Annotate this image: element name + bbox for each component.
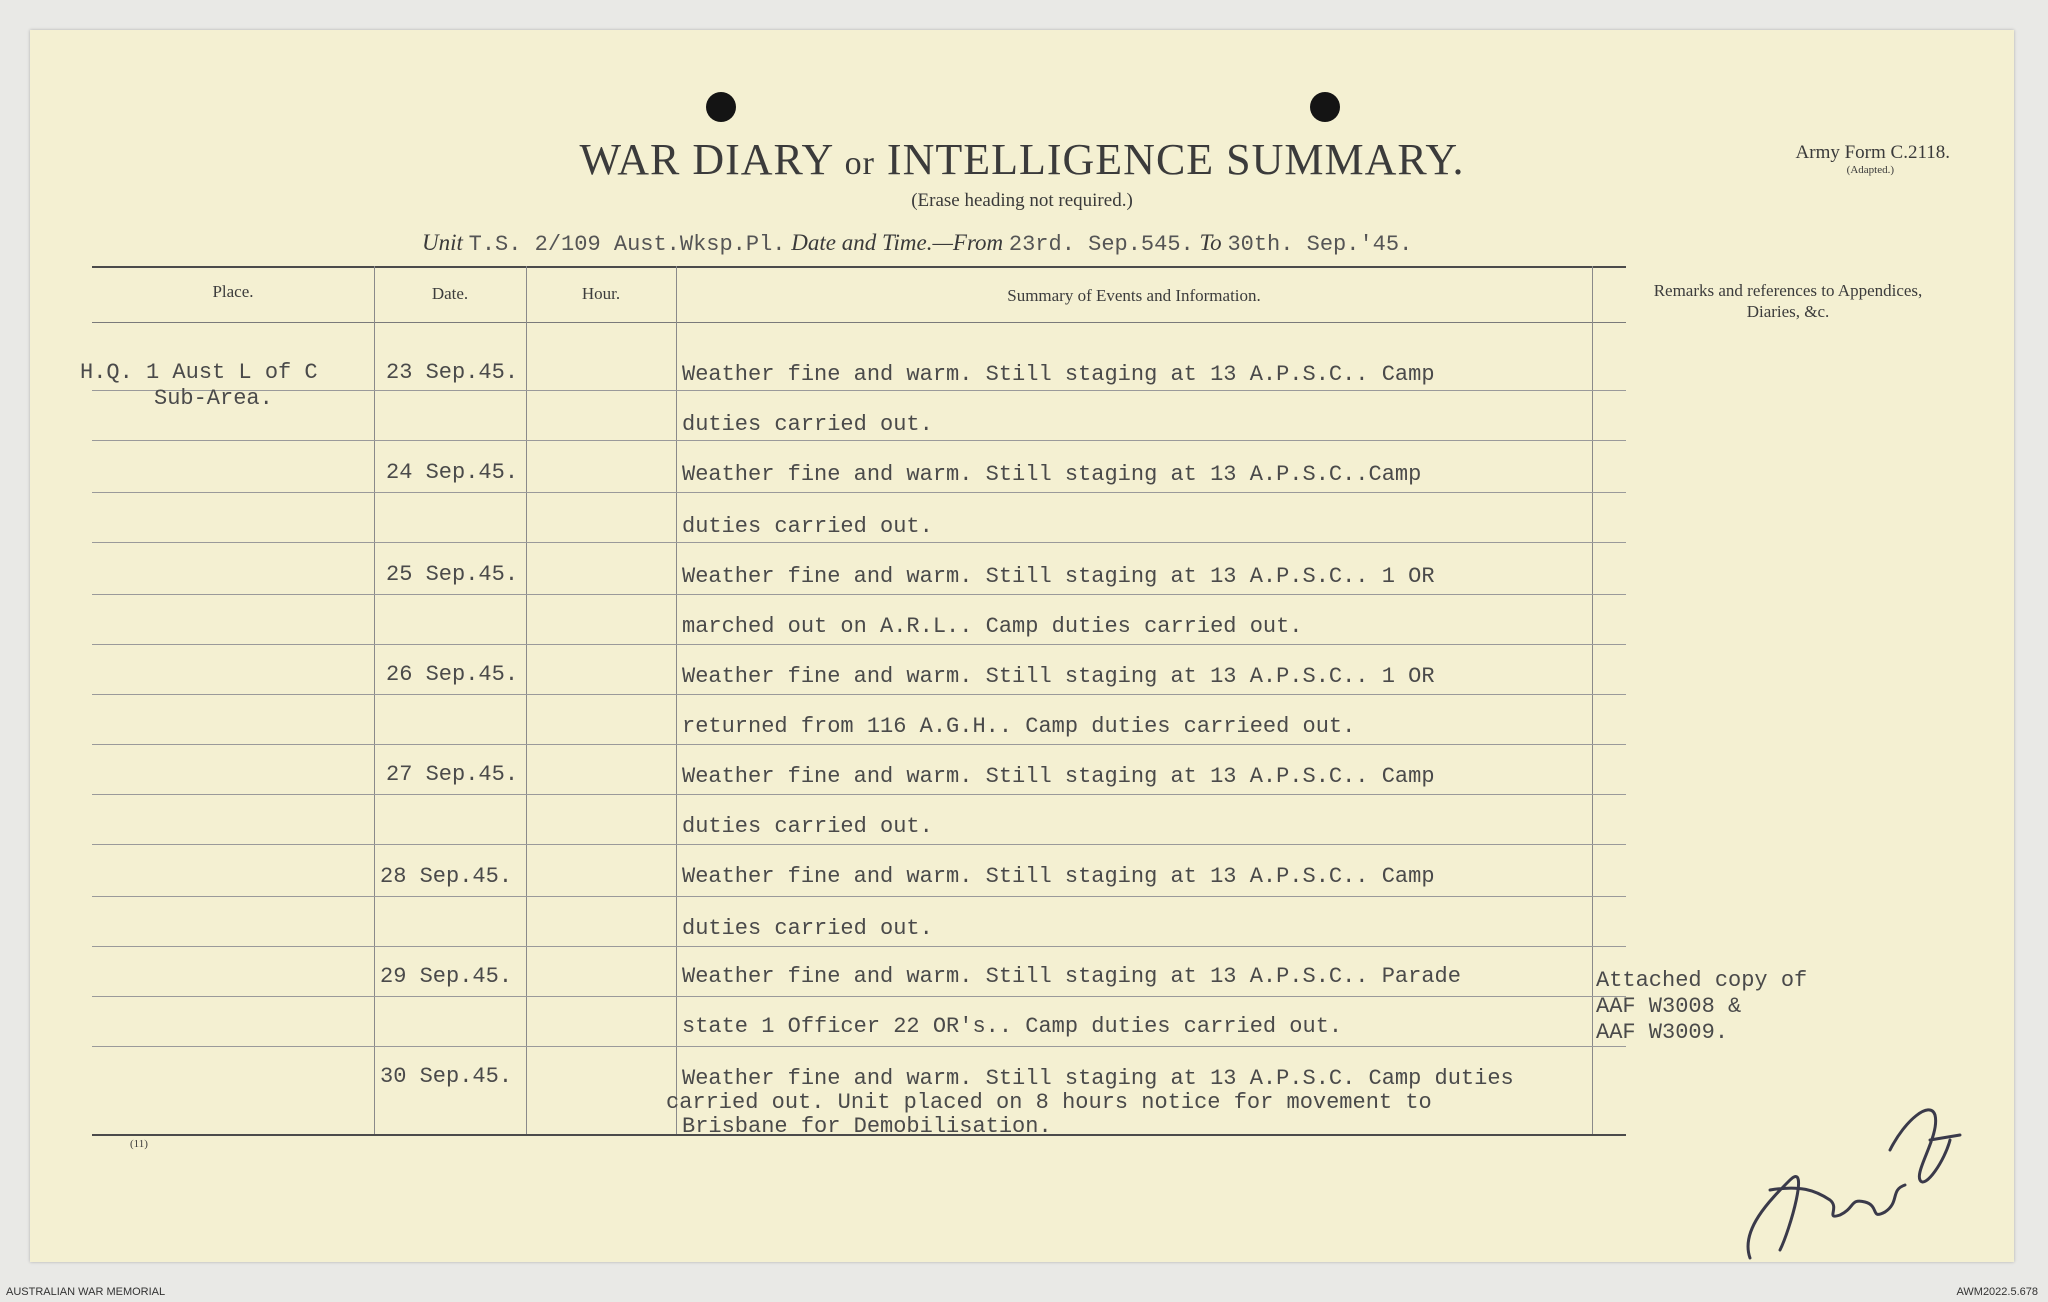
from-value: 23rd. Sep.545. — [1008, 232, 1194, 257]
entry-summary-line: Brisbane for Demobilisation. — [682, 1114, 1052, 1139]
row-separator — [92, 542, 1626, 543]
header-summary: Summary of Events and Information. — [1007, 286, 1261, 305]
remark-line: Attached copy of — [1596, 968, 1808, 993]
column-divider-hour — [676, 266, 677, 1134]
unit-line — [422, 230, 1412, 257]
entry-date: 30 Sep.45. — [380, 1064, 513, 1089]
war-diary-page — [30, 30, 2014, 1262]
entry-date: 23 Sep.45. — [386, 360, 519, 385]
entry-summary-line: Weather fine and warm. Still staging at 13 A.P.S.C.. 1 OR — [682, 664, 1435, 689]
title-or: or — [844, 145, 875, 182]
army-form-number: Army Form C.2118. — [1795, 142, 1950, 163]
entry-summary-line: marched out on A.R.L.. Camp duties carried out. — [682, 614, 1303, 639]
footer-accession-number: AWM2022.5.678 — [1956, 1286, 2038, 1298]
entry-date: 27 Sep.45. — [386, 762, 519, 787]
remark-line: AAF W3008 & — [1596, 994, 1742, 1019]
entry-summary-line: Weather fine and warm. Still staging at 13 A.P.S.C..Camp — [682, 462, 1422, 487]
unit-label: Unit — [422, 230, 463, 255]
column-divider-place — [374, 266, 375, 1134]
page-title — [30, 134, 2014, 185]
row-separator — [92, 390, 1626, 391]
date-time-label: Date and Time.—From — [791, 230, 1004, 255]
row-separator — [92, 1046, 1626, 1047]
row-separator — [92, 644, 1626, 645]
entry-summary-line: returned from 116 A.G.H.. Camp duties carrieed out. — [682, 714, 1356, 739]
footer-archive-label: AUSTRALIAN WAR MEMORIAL — [6, 1286, 166, 1298]
entry-summary-line: Weather fine and warm. Still staging at 13 A.P.S.C.. Parade — [682, 964, 1461, 989]
header-hour: Hour. — [581, 284, 621, 303]
row-separator — [92, 896, 1626, 897]
entry-summary-line: duties carried out. — [682, 514, 933, 539]
erase-note: (Erase heading not required.) — [911, 190, 1133, 211]
row-separator — [92, 844, 1626, 845]
table-header-rule — [92, 322, 1626, 323]
handwritten-signature — [1730, 1080, 1970, 1270]
entry-summary-line: Weather fine and warm. Still staging at 13 A.P.S.C.. Camp — [682, 764, 1435, 789]
table-top-rule — [92, 266, 1626, 268]
unit-value: T.S. 2/109 Aust.Wksp.Pl. — [468, 232, 786, 257]
adapted-note: (Adapted.) — [1846, 164, 1894, 176]
entry-summary-line: Weather fine and warm. Still staging at 13 A.P.S.C.. 1 OR — [682, 564, 1435, 589]
row-separator — [92, 492, 1626, 493]
row-separator — [92, 440, 1626, 441]
entry-date: 25 Sep.45. — [386, 562, 519, 587]
row-separator — [92, 946, 1626, 947]
entry-summary-line: duties carried out. — [682, 412, 933, 437]
entry-summary-line: state 1 Officer 22 OR's.. Camp duties carried out. — [682, 1014, 1343, 1039]
to-value: 30th. Sep.'45. — [1227, 232, 1413, 257]
place-line-1: H.Q. 1 Aust L of C — [80, 360, 318, 385]
row-separator — [92, 996, 1626, 997]
entry-summary-line: duties carried out. — [682, 916, 933, 941]
entry-summary-line: Weather fine and warm. Still staging at 13 A.P.S.C. Camp duties — [682, 1066, 1514, 1091]
column-divider-summary — [1592, 266, 1593, 1134]
header-remarks: Remarks and references to Appendices, Diaries, &c. — [1653, 281, 1923, 321]
header-place: Place. — [212, 282, 254, 301]
row-separator — [92, 694, 1626, 695]
entry-date: 24 Sep.45. — [386, 460, 519, 485]
form-number: (11) — [130, 1138, 148, 1150]
column-divider-date — [526, 266, 527, 1134]
entry-date: 26 Sep.45. — [386, 662, 519, 687]
title-part1: WAR DIARY — [579, 135, 833, 184]
title-part2: INTELLIGENCE SUMMARY. — [886, 135, 1465, 184]
entry-summary-line: Weather fine and warm. Still staging at 13 A.P.S.C.. Camp — [682, 864, 1435, 889]
row-separator — [92, 744, 1626, 745]
entry-date: 29 Sep.45. — [380, 964, 513, 989]
remark-line: AAF W3009. — [1596, 1020, 1729, 1045]
entry-date: 28 Sep.45. — [380, 864, 513, 889]
header-date: Date. — [431, 284, 469, 303]
row-separator — [92, 794, 1626, 795]
entry-summary-line: duties carried out. — [682, 814, 933, 839]
row-separator — [92, 594, 1626, 595]
entry-summary-line: Weather fine and warm. Still staging at 13 A.P.S.C.. Camp — [682, 362, 1435, 387]
place-line-2: Sub-Area. — [154, 386, 273, 411]
punch-hole-left — [706, 92, 736, 122]
punch-hole-right — [1310, 92, 1340, 122]
entry-summary-line: carried out. Unit placed on 8 hours notice for movement to — [666, 1090, 1432, 1115]
to-label: To — [1199, 230, 1222, 255]
